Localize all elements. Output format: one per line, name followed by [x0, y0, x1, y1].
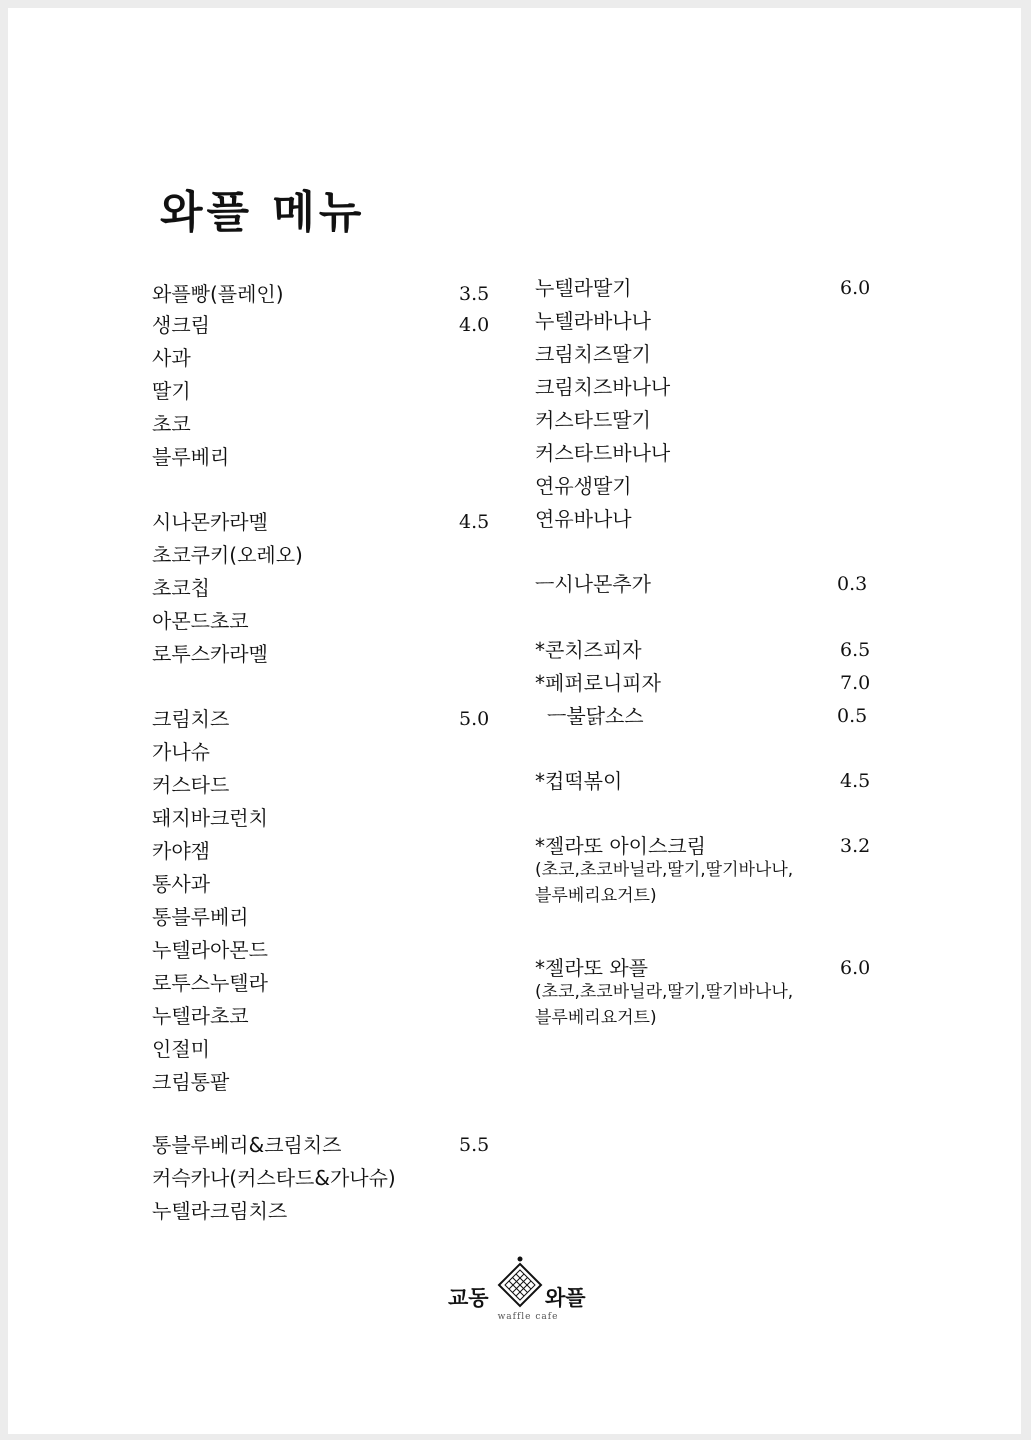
- menu-item-price: 6.5: [840, 639, 871, 661]
- menu-item-name: 와플빵(플레인): [152, 282, 284, 306]
- menu-item: [152, 310, 512, 340]
- note-line: 블루베리요거트): [535, 1008, 657, 1028]
- note-line: 블루베리요거트): [535, 886, 657, 906]
- menu-item: [535, 504, 895, 534]
- menu-page: [8, 8, 1021, 1434]
- menu-item-name: 인절미: [152, 1037, 210, 1061]
- logo-subtitle: waffle cafe: [497, 1312, 559, 1322]
- logo-left-text: 교동: [448, 1286, 489, 1310]
- menu-item-price: 6.0: [840, 957, 871, 979]
- menu-item-name: 커스타드: [152, 773, 230, 797]
- menu-item: [535, 766, 895, 796]
- menu-item: [152, 1001, 512, 1031]
- gelato-flavor-note: [535, 857, 793, 909]
- menu-item-name: 초코쿠키(오레오): [152, 543, 303, 567]
- menu-item-price: 4.5: [840, 770, 871, 792]
- menu-item-name: 돼지바크런치: [152, 806, 268, 830]
- menu-item-name: 블루베리: [152, 445, 230, 469]
- menu-item: [152, 902, 512, 932]
- menu-item-name: 누텔라크림치즈: [152, 1199, 288, 1223]
- waffle-diamond-icon: [495, 1256, 545, 1310]
- menu-item-name: 로투스누텔라: [152, 971, 268, 995]
- menu-item: [535, 339, 895, 369]
- menu-item: [152, 442, 512, 472]
- menu-item-name: 로투스카라멜: [152, 642, 268, 666]
- menu-item: [535, 306, 895, 336]
- menu-item-name: 누텔라초코: [152, 1004, 249, 1028]
- menu-item: [152, 540, 512, 570]
- menu-item: [535, 273, 895, 303]
- menu-title: 와플 메뉴: [160, 187, 366, 238]
- menu-item-name: *컵떡볶이: [535, 769, 623, 793]
- menu-item: [535, 569, 895, 599]
- menu-item-price: 6.0: [840, 277, 871, 299]
- menu-item: [152, 639, 512, 669]
- menu-item-name: 크림치즈바나나: [535, 375, 671, 399]
- menu-item-price: 5.5: [459, 1134, 490, 1156]
- menu-item: [152, 1130, 512, 1160]
- menu-item-name: 커스타드딸기: [535, 408, 651, 432]
- menu-item-name: 연유바나나: [535, 507, 632, 531]
- menu-item-name: 가나슈: [152, 740, 210, 764]
- cafe-logo: [448, 1256, 608, 1326]
- menu-item-name: *젤라또 와플: [535, 956, 648, 980]
- menu-item-name: 크림치즈딸기: [535, 342, 651, 366]
- menu-item-name: 누텔라딸기: [535, 276, 632, 300]
- menu-item: [152, 1196, 512, 1226]
- menu-item-name: 누텔라아몬드: [152, 938, 268, 962]
- menu-item-name: 크림치즈: [152, 707, 230, 731]
- gelato-waffle-flavor-note: [535, 979, 793, 1031]
- menu-item: [535, 635, 895, 665]
- menu-item-name: *젤라또 아이스크림: [535, 834, 706, 858]
- menu-item-name: 아몬드초코: [152, 609, 249, 633]
- menu-item-price: 4.0: [459, 314, 490, 336]
- menu-item-name: ㅡ불닭소스: [547, 704, 644, 728]
- menu-item: [152, 869, 512, 899]
- menu-item-name: 통블루베리: [152, 905, 249, 929]
- menu-item-name: *콘치즈피자: [535, 638, 642, 662]
- menu-item-price: 4.5: [459, 511, 490, 533]
- menu-item: [152, 343, 512, 373]
- menu-item-name: 딸기: [152, 379, 191, 403]
- menu-item: [152, 737, 512, 767]
- menu-item: [152, 1067, 512, 1097]
- menu-item: [152, 279, 512, 309]
- menu-item-name: 크림통팥: [152, 1070, 230, 1094]
- menu-item: [152, 507, 512, 537]
- menu-item-name: 커스타드바나나: [535, 441, 671, 465]
- menu-item-name: 연유생딸기: [535, 474, 632, 498]
- menu-item-price: 7.0: [840, 672, 871, 694]
- note-line: (초코,초코바닐라,딸기,딸기바나나,: [535, 982, 794, 1002]
- menu-item-price: 0.5: [837, 705, 868, 727]
- menu-item: [152, 1034, 512, 1064]
- menu-item-name: 초코칩: [152, 576, 210, 600]
- menu-item: [152, 376, 512, 406]
- menu-item-name: 커슥카나(커스타드&가나슈): [152, 1166, 396, 1190]
- note-line: (초코,초코바닐라,딸기,딸기바나나,: [535, 860, 794, 880]
- menu-item-name: *페퍼로니피자: [535, 671, 661, 695]
- menu-item-name: 초코: [152, 412, 191, 436]
- menu-item: [152, 606, 512, 636]
- menu-item: [535, 405, 895, 435]
- menu-item: [152, 836, 512, 866]
- menu-item-price: 3.5: [459, 283, 490, 305]
- menu-item: [535, 701, 895, 731]
- menu-item-price: 0.3: [837, 573, 868, 595]
- menu-item: [152, 803, 512, 833]
- menu-item: [152, 968, 512, 998]
- menu-item: [152, 573, 512, 603]
- menu-item: [152, 704, 512, 734]
- menu-item: [152, 409, 512, 439]
- menu-item: [152, 770, 512, 800]
- menu-item-name: 시나몬카라멜: [152, 510, 268, 534]
- menu-item: [535, 471, 895, 501]
- menu-item-price: 5.0: [459, 708, 490, 730]
- menu-item-price: 3.2: [840, 835, 871, 857]
- menu-item: [152, 1163, 512, 1193]
- menu-item-name: 사과: [152, 346, 191, 370]
- logo-right-text: 와플: [545, 1286, 586, 1310]
- menu-item-name: 누텔라바나나: [535, 309, 651, 333]
- menu-item-name: 통사과: [152, 872, 210, 896]
- menu-item: [535, 438, 895, 468]
- menu-item-name: ㅡ시나몬추가: [535, 572, 651, 596]
- menu-item: [535, 668, 895, 698]
- menu-item: [152, 935, 512, 965]
- menu-item-name: 생크림: [152, 313, 210, 337]
- menu-item-name: 카야잼: [152, 839, 210, 863]
- menu-item: [535, 372, 895, 402]
- menu-item-name: 통블루베리&크림치즈: [152, 1133, 342, 1157]
